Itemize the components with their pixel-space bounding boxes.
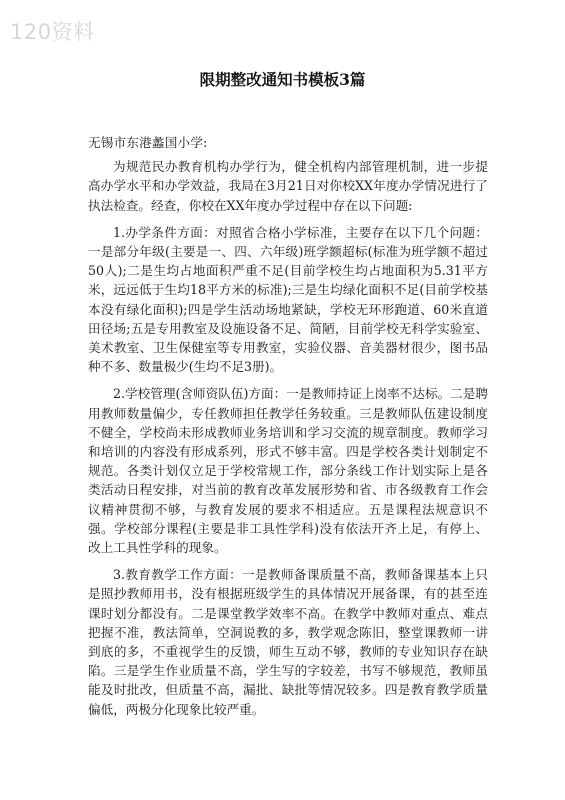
paragraph-teaching: 3.教育教学工作方面：一是教师备课质量不高，教师备课基本上只是照抄教师用书，没有根据班级学生的具体情况开展备课，有的甚至连课时划分都没有。二是课堂教学效率不高。在教学中教师对重点、难点把握不准，教法简单，空洞说教的多，教学观念陈旧，整堂课教师一讲到底的多，不重视学生的反馈，师生互动不够，教师的专业知识存在缺陷。三是学生作业质量不高，学生写的字较差，书写不够规范，教师虽能及时批改，但质量不高，漏批、缺批等情况较多。四是教育教学质量偏低，两极分化现象比较严重。: [88, 567, 488, 717]
document-body: [88, 133, 488, 727]
paragraph-intro: 为规范民办教育机构办学行为，健全机构内部管理机制，进一步提高办学水平和办学效益，我局在3月21日对你校XX年度办学情况进行了执法检查。经查，你校在XX年度办学过程中存在以下问题:: [88, 159, 488, 213]
watermark-logo: 120资料: [10, 20, 95, 44]
document-title: 限期整改通知书模板3篇: [199, 70, 366, 89]
paragraph-facilities: 1.办学条件方面：对照省合格小学标准，主要存在以下几个问题：一是部分年级(主要是一、四、六年级)班学额超标(标准为班学额不超过50人);二是生均占地面积严重不足(目前学校生均占地面积为5.31平方米，远远低于生均18平方米的标准);三是生均绿化面积不足(目前学校基本没有绿化面积);四是学生活动场地紧缺，学校无环形跑道、60米直道田径场;五是专用教室及设施设备不足、简陋，目前学校无科学实验室、美术教室、卫生保健室等专用教室，实验仪器、音美器材很少，图书品种不多、数量极少(生均不足3册)。: [88, 224, 488, 375]
salutation: 无锡市东港蠡国小学:: [88, 135, 208, 150]
paragraph-management: 2.学校管理(含师资队伍)方面：一是教师持证上岗率不达标。二是聘用教师数量偏少，专任教师担任教学任务较重。三是教师队伍建设制度不健全，学校尚未形成教师业务培训和学习交流的规章制度。教师学习和培训的内容没有形成系列，形式不够丰富。四是学校各类计划制定不规范。各类计划仅立足于学校常规工作，部分条线工作计划实际上是各类活动日程安排，对当前的教育改革发展形势和省、市各级教育工作会议精神贯彻不够，与教育发展的要求不相适应。五是课程法规意识不强。学校部分课程(主要是非工具性学科)没有依法开齐上足，有停上、改上工具性学科的现象。: [88, 386, 488, 556]
